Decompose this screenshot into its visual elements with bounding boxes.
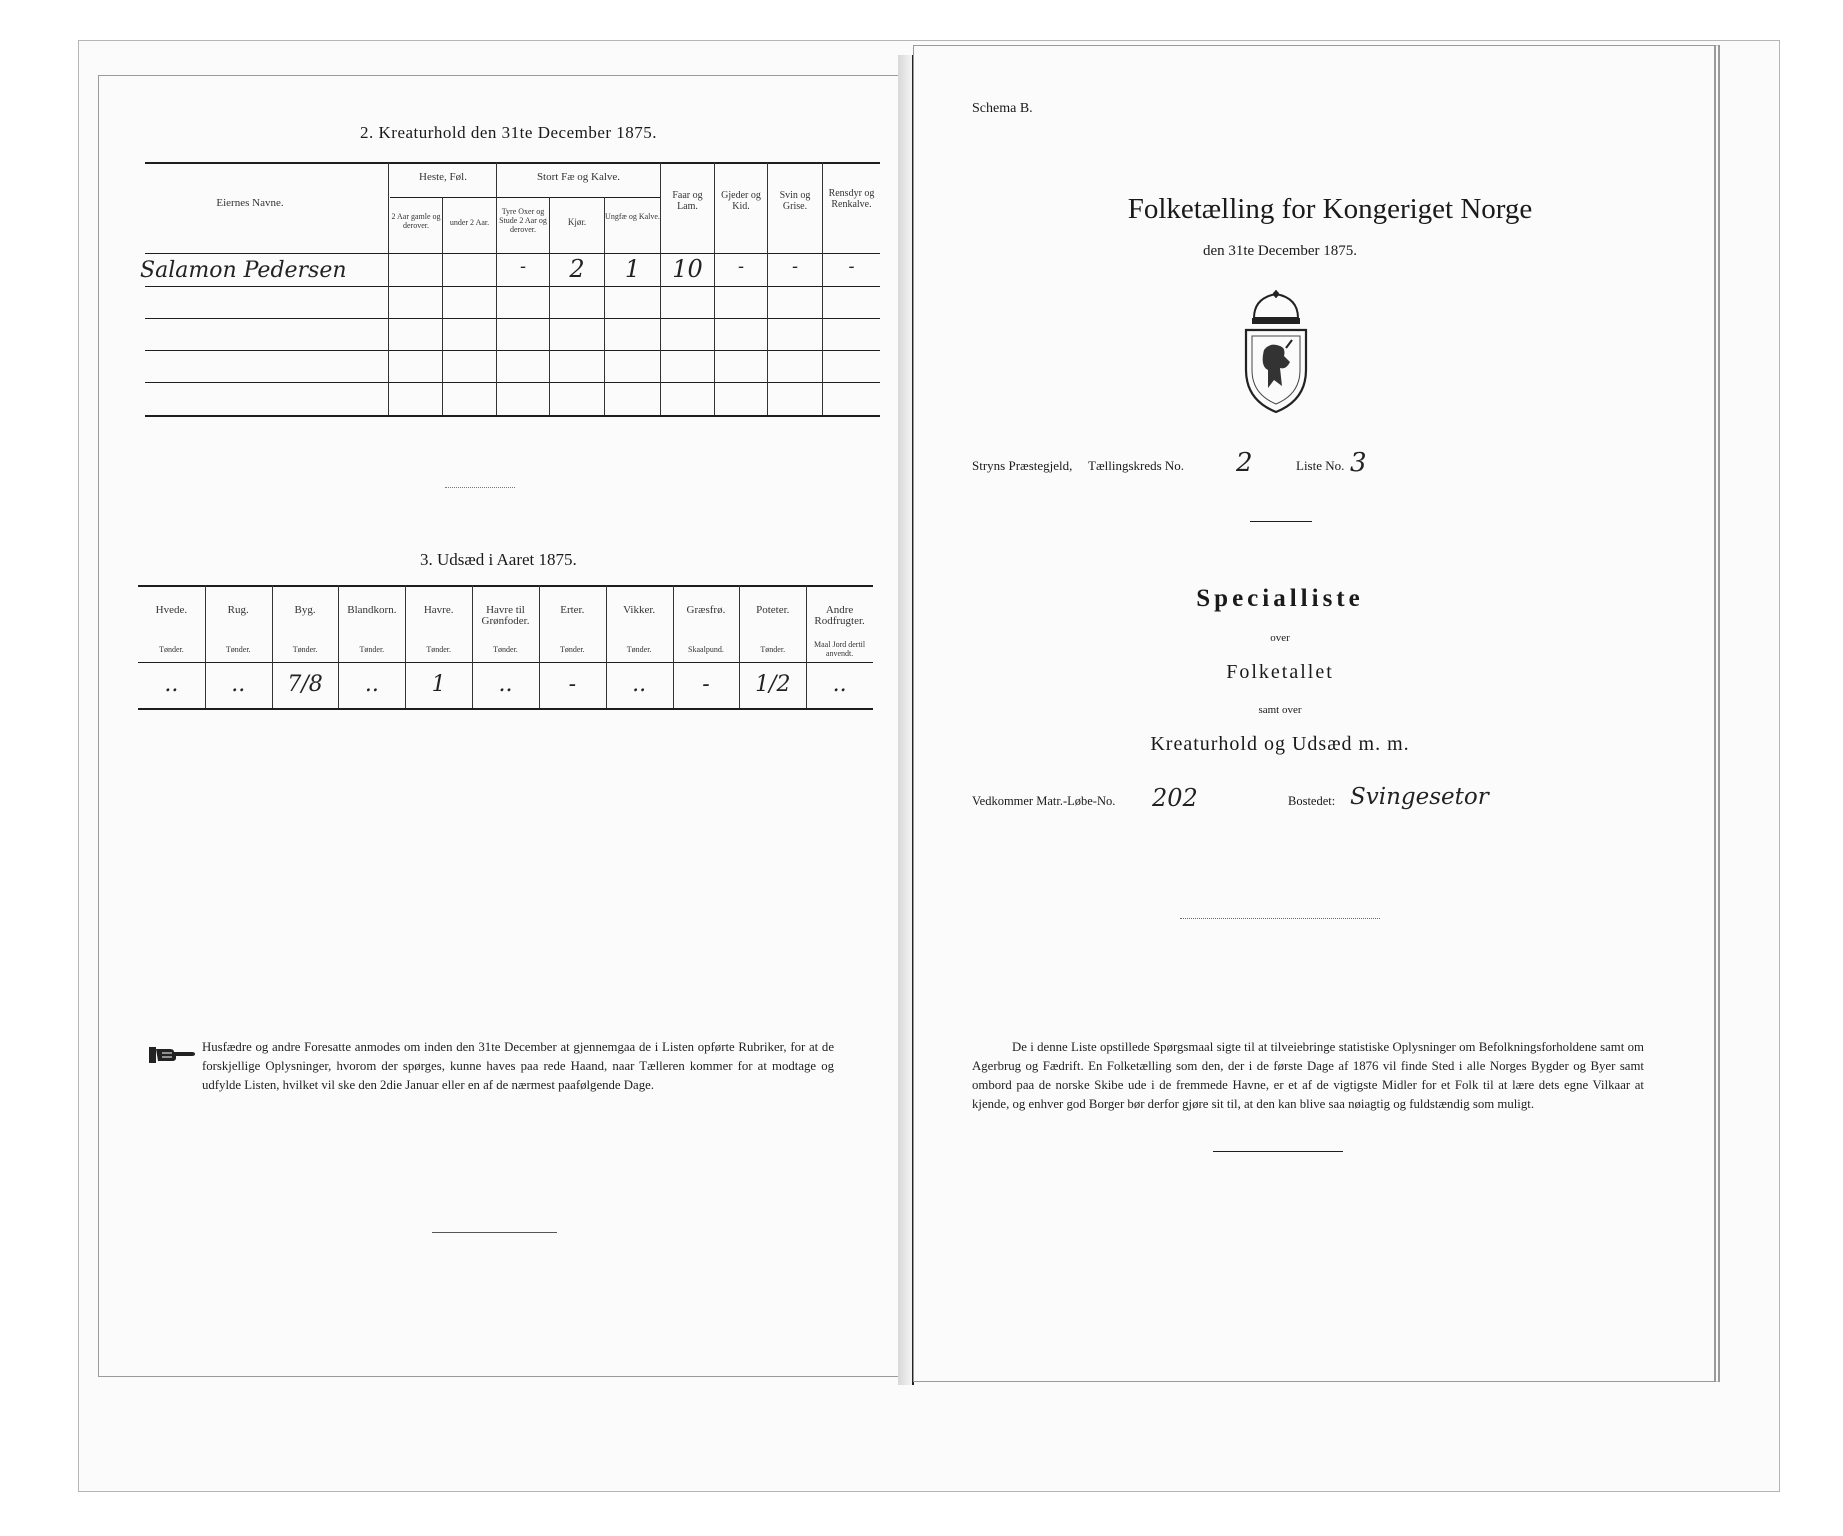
bosted-label: Bostedet: (1288, 794, 1336, 808)
matr-number: 202 (1152, 784, 1198, 812)
udsaed-column-header: Græsfrø. (686, 604, 726, 616)
udsaed-column-header: Rug. (227, 604, 249, 616)
udsaed-value: .. (632, 672, 647, 697)
udsaed-column-unit: Tønder. (559, 645, 585, 654)
header-svin: Svin og Grise. (779, 190, 811, 212)
purpose-paragraph: De i denne Liste opstillede Spørgsmaal sigte til at tilveiebringe statistiske Oplysninger om Befolkningsforholdene samt om Agerbrug og Fædrift. En Folketælling som den, der i de første Dage af 1876 vil finde Sted i alle Norges Bygder og Byer samt ombord paa de norske Skibe ude i de fremmede Havne, er et af de vigtigste Midler for et Folk til at lære dets egne Vilkaar at kjende, og enhver god Borger bør derfor gjøre sit til, at den kan blive saa nøiagtig og fuldstændig som muligt. (972, 1040, 1644, 1111)
header-faar: Faar og Lam. (672, 190, 703, 212)
udsaed-value: .. (832, 672, 847, 697)
udsaed-value: .. (364, 672, 379, 697)
section2-title: 2. Kreaturhold den 31te December 1875. (360, 123, 658, 142)
udsaed-value: .. (498, 672, 513, 697)
udsaed-column-unit: Tønder. (426, 645, 451, 654)
district-number: 2 (1236, 448, 1253, 478)
udsaed-column-header: Andre Rodfrugter. (814, 604, 865, 627)
udsaed-column-unit: Skaalpund. (688, 645, 724, 654)
page-gutter (898, 55, 912, 1385)
udsaed-column-header: Vikker. (623, 604, 656, 616)
samt-over-label: samt over (1258, 704, 1302, 716)
udsaed-column-header: Erter. (560, 604, 585, 616)
folketallet-label: Folketallet (1226, 661, 1334, 683)
table-cell: 1 (624, 255, 641, 283)
instructions-note: Husfædre og andre Foresatte anmodes om inden den 31te December at gjennemgaa de i Listen opførte Rubriker, for at de forskjellige Oplysninger, hvorom der spørges, kunne haves paa rede Haand, naar Tælleren kommer for at modtage og udfylde Listen, hvilket vil ske den 2die Januar eller en af de nærmest paafølgende Dage. (202, 1040, 834, 1092)
udsaed-column-header: Byg. (294, 604, 316, 616)
specialliste-heading: Specialliste (1196, 585, 1364, 612)
udsaed-value: .. (231, 672, 246, 697)
udsaed-value: 1/2 (755, 672, 791, 697)
over-label: over (1270, 632, 1290, 644)
table-cell: - (848, 256, 855, 277)
coat-of-arms-icon (1240, 290, 1312, 421)
census-date: den 31te December 1875. (1202, 243, 1358, 259)
udsaed-column-header: Havre. (423, 604, 454, 616)
udsaed-column-unit: Maal Jord dertil anvendt. (814, 640, 866, 658)
table-cell: - (737, 256, 745, 277)
table-cell: 2 (569, 255, 585, 283)
udsaed-column-unit: Tønder. (292, 645, 318, 654)
header-hest-sub2: under 2 Aar. (449, 218, 490, 227)
header-hest: Heste, Føl. (419, 171, 467, 183)
udsaed-column-header: Blandkorn. (347, 604, 397, 616)
udsaed-column-unit: Tønder. (159, 645, 184, 654)
header-stort-sub3: Ungfæ og Kalve. (605, 212, 660, 221)
schema-label: Schema B. (972, 101, 1033, 116)
udsaed-column-unit: Tønder. (225, 645, 251, 654)
header-gjeder: Gjeder og Kid. (721, 190, 761, 212)
bosted-name: Svingesetor (1350, 784, 1489, 810)
parish-name: Stryns Præstegjeld, (972, 458, 1073, 473)
header-hest-sub1: 2 Aar gamle og derover. (391, 212, 441, 230)
list-number: 3 (1350, 448, 1367, 478)
header-stort-sub2: Kjør. (567, 217, 587, 227)
table-cell: - (519, 256, 527, 277)
udsaed-column-unit: Tønder. (626, 645, 652, 654)
header-rensdyr: Rensdyr og Renkalve. (828, 188, 875, 210)
udsaed-value: .. (164, 672, 179, 697)
district-label: Tællingskreds No. (1088, 458, 1185, 473)
header-stort: Stort Fæ og Kalve. (536, 171, 621, 183)
udsaed-value: 1 (431, 672, 446, 697)
udsaed-value: - (702, 672, 710, 697)
list-label: Liste No. (1296, 458, 1345, 473)
udsaed-column-header: Hvede. (155, 604, 188, 616)
owner-header: Eiernes Navne. (216, 197, 284, 209)
header-stort-sub1: Tyre Oxer og Stude 2 Aar og derover. (499, 207, 547, 234)
table-cell: - (791, 256, 799, 277)
udsaed-column-header: Poteter. (756, 604, 790, 616)
udsaed-column-unit: Tønder. (760, 645, 786, 654)
kreaturhold-label: Kreaturhold og Udsæd m. m. (1150, 733, 1410, 755)
census-title: Folketælling for Kongeriget Norge (1127, 193, 1533, 225)
udsaed-column-unit: Tønder. (359, 645, 385, 654)
udsaed-column-unit: Tønder. (493, 645, 518, 654)
owner-name: Salamon Pedersen (140, 258, 347, 283)
udsaed-value: - (568, 672, 577, 697)
udsaed-value: 7/8 (287, 672, 323, 697)
pointing-hand-icon (148, 1044, 196, 1071)
udsaed-column-header: Havre til Grønfoder. (481, 604, 530, 627)
matr-label: Vedkommer Matr.-Løbe-No. (972, 794, 1116, 808)
section3-title: 3. Udsæd i Aaret 1875. (420, 550, 577, 569)
table-cell: 10 (672, 255, 703, 283)
